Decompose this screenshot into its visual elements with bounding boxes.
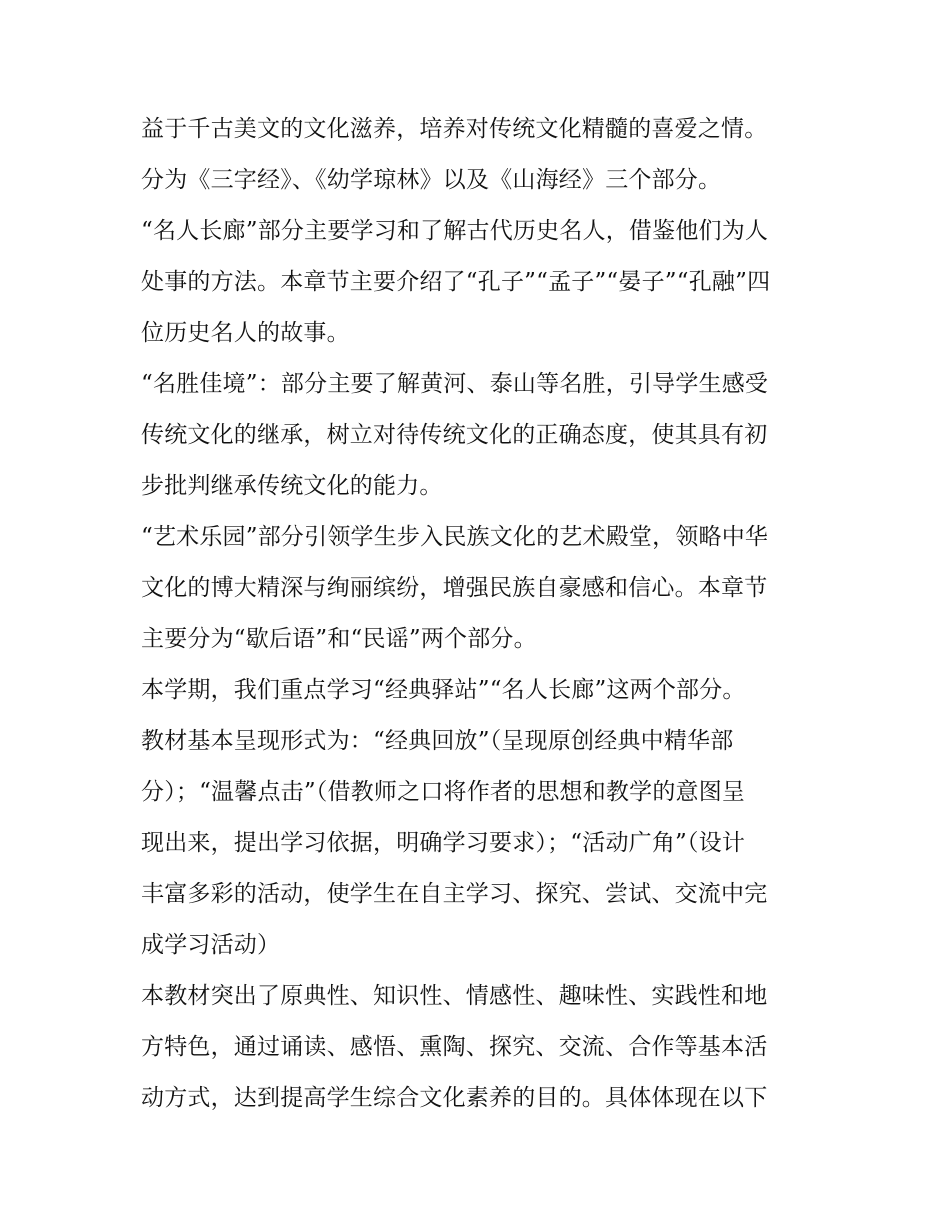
text-line: 现出来，提出学习依据，明确学习要求）；“活动广角”（设计 [141,830,746,856]
text-line: 成学习活动） [141,932,281,958]
document-body [141,104,821,1124]
text-line: 文化的博大精深与绚丽缤纷，增强民族自豪感和信心。本章节 [141,575,768,601]
text-line: “名人长廊”部分主要学习和了解古代历史名人，借鉴他们为人 [141,218,769,244]
text-line: “艺术乐园”部分引领学生步入民族文化的艺术殿堂，领略中华 [141,524,769,550]
text-line: 本学期，我们重点学习“经典驿站”“名人长廊”这两个部分。 [141,677,746,703]
text-line: 教材基本呈现形式为：“经典回放”（呈现原创经典中精华部 [141,728,734,754]
text-line: 分）；“温馨点击”（借教师之口将作者的思想和教学的意图呈 [141,779,746,805]
text-line: 位历史名人的故事。 [141,320,350,346]
text-line: 步批判继承传统文化的能力。 [141,473,443,499]
text-line: 主要分为“歇后语”和“民谣”两个部分。 [141,626,537,652]
text-line: 传统文化的继承，树立对待传统文化的正确态度，使其具有初 [141,422,768,448]
text-line: 分为《三字经》、《幼学琼林》以及《山海经》三个部分。 [141,167,722,193]
text-line: 本教材突出了原典性、知识性、情感性、趣味性、实践性和地 [141,983,768,1009]
text-line: 处事的方法。本章节主要介绍了“孔子”“孟子”“晏子”“孔融”四 [141,269,771,295]
text-line: 丰富多彩的活动，使学生在自主学习、探究、尝试、交流中完 [141,881,768,907]
text-line: 益于千古美文的文化滋养，培养对传统文化精髓的喜爱之情。 [141,116,768,142]
text-line: 动方式，达到提高学生综合文化素养的目的。具体体现在以下 [141,1085,768,1111]
text-line: “名胜佳境”：部分主要了解黄河、泰山等名胜，引导学生感受 [141,371,769,397]
text-line: 方特色，通过诵读、感悟、熏陶、探究、交流、合作等基本活 [141,1034,768,1060]
